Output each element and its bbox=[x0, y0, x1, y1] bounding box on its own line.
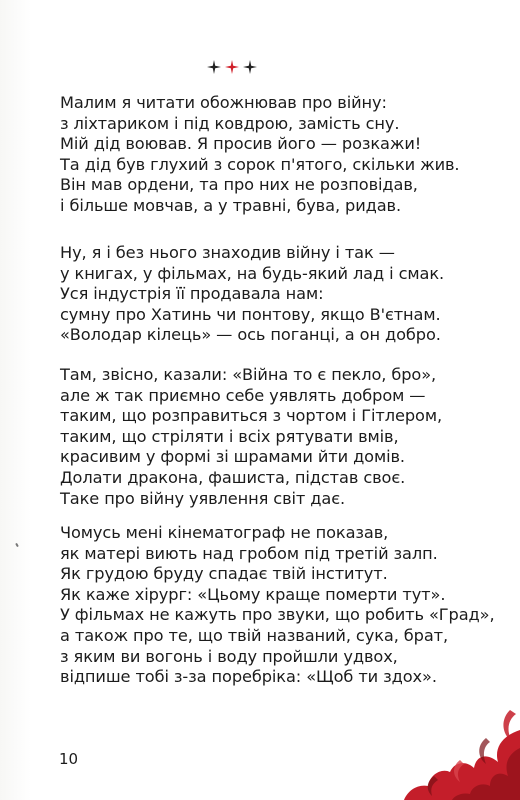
poem-line: Долати дракона, фашиста, підстав своє. bbox=[60, 467, 406, 487]
poem-line: Як каже хірург: «Цьому краще померти тут». bbox=[60, 584, 446, 604]
dark-cross-left-icon bbox=[207, 60, 221, 74]
poem-line: Таке про війну уявлення світ дає. bbox=[60, 488, 346, 508]
red-flame-illustration-icon bbox=[390, 690, 520, 800]
poem-stanza-1 bbox=[60, 93, 480, 217]
poem-stanza-4 bbox=[60, 523, 495, 688]
three-crosses-ornament-icon bbox=[206, 58, 258, 76]
poem-line: Чомусь мені кінематограф не показав, bbox=[60, 523, 389, 542]
poem-line: красивим у формі зі шрамами йти домів. bbox=[60, 447, 405, 467]
poem-line: але ж так приємно себе уявлять добром — bbox=[60, 385, 426, 405]
poem-line: а також про те, що твій названий, сука, брат, bbox=[60, 625, 449, 645]
poem-line: Він мав ордени, та про них не розповідав, bbox=[60, 175, 418, 195]
poem-line: з яким ви вогонь і воду пройшли удвох, bbox=[60, 646, 398, 666]
poem-line: Уся індустрія її продавала нам: bbox=[60, 284, 324, 304]
poem-line: Та дід був глухий з сорок п'ятого, скільки жив. bbox=[60, 154, 460, 174]
poem-line: відпише тобі з-за поребріка: «Щоб ти здох». bbox=[60, 667, 437, 687]
poem-line: з ліхтариком і під ковдрою, замість сну. bbox=[60, 113, 400, 133]
poem-line: Малим я читати обожнював про війну: bbox=[60, 93, 387, 112]
poem-line: таким, що розправиться з чортом і Гітлером, bbox=[60, 406, 442, 426]
poem-line: Ну, я і без нього знаходив війну і так — bbox=[60, 243, 395, 262]
poem-line: Там, звісно, казали: «Війна то є пекло, бро», bbox=[60, 365, 437, 384]
poem-line: сумну про Хатинь чи понтову, якщо В'єтнам. bbox=[60, 304, 441, 324]
red-cross-center-icon bbox=[225, 60, 239, 74]
poem-stanza-2 bbox=[60, 243, 480, 346]
poem-line: У фільмах не кажуть про звуки, що робить «Град», bbox=[60, 605, 495, 625]
poem-line: «Володар кілець» — ось поганці, а он добро. bbox=[60, 325, 441, 345]
poem-line: Мій дід воював. Я просив його — розкажи! bbox=[60, 134, 422, 154]
poem-stanza-3 bbox=[60, 365, 480, 509]
dark-cross-right-icon bbox=[243, 60, 257, 74]
poem-line: Як грудою бруду спадає твій інститут. bbox=[60, 564, 388, 584]
page-number: 10 bbox=[59, 750, 79, 768]
poem-line: таким, що стріляти і всіх рятувати вмів, bbox=[60, 426, 399, 446]
paper-speck bbox=[15, 543, 19, 547]
poem-line: і більше мовчав, а у травні, бува, ридав. bbox=[60, 195, 402, 215]
poem-line: як матері виють над гробом під третій залп. bbox=[60, 543, 438, 563]
poem-line: у книгах, у фільмах, на будь-який лад і смак. bbox=[60, 263, 445, 283]
